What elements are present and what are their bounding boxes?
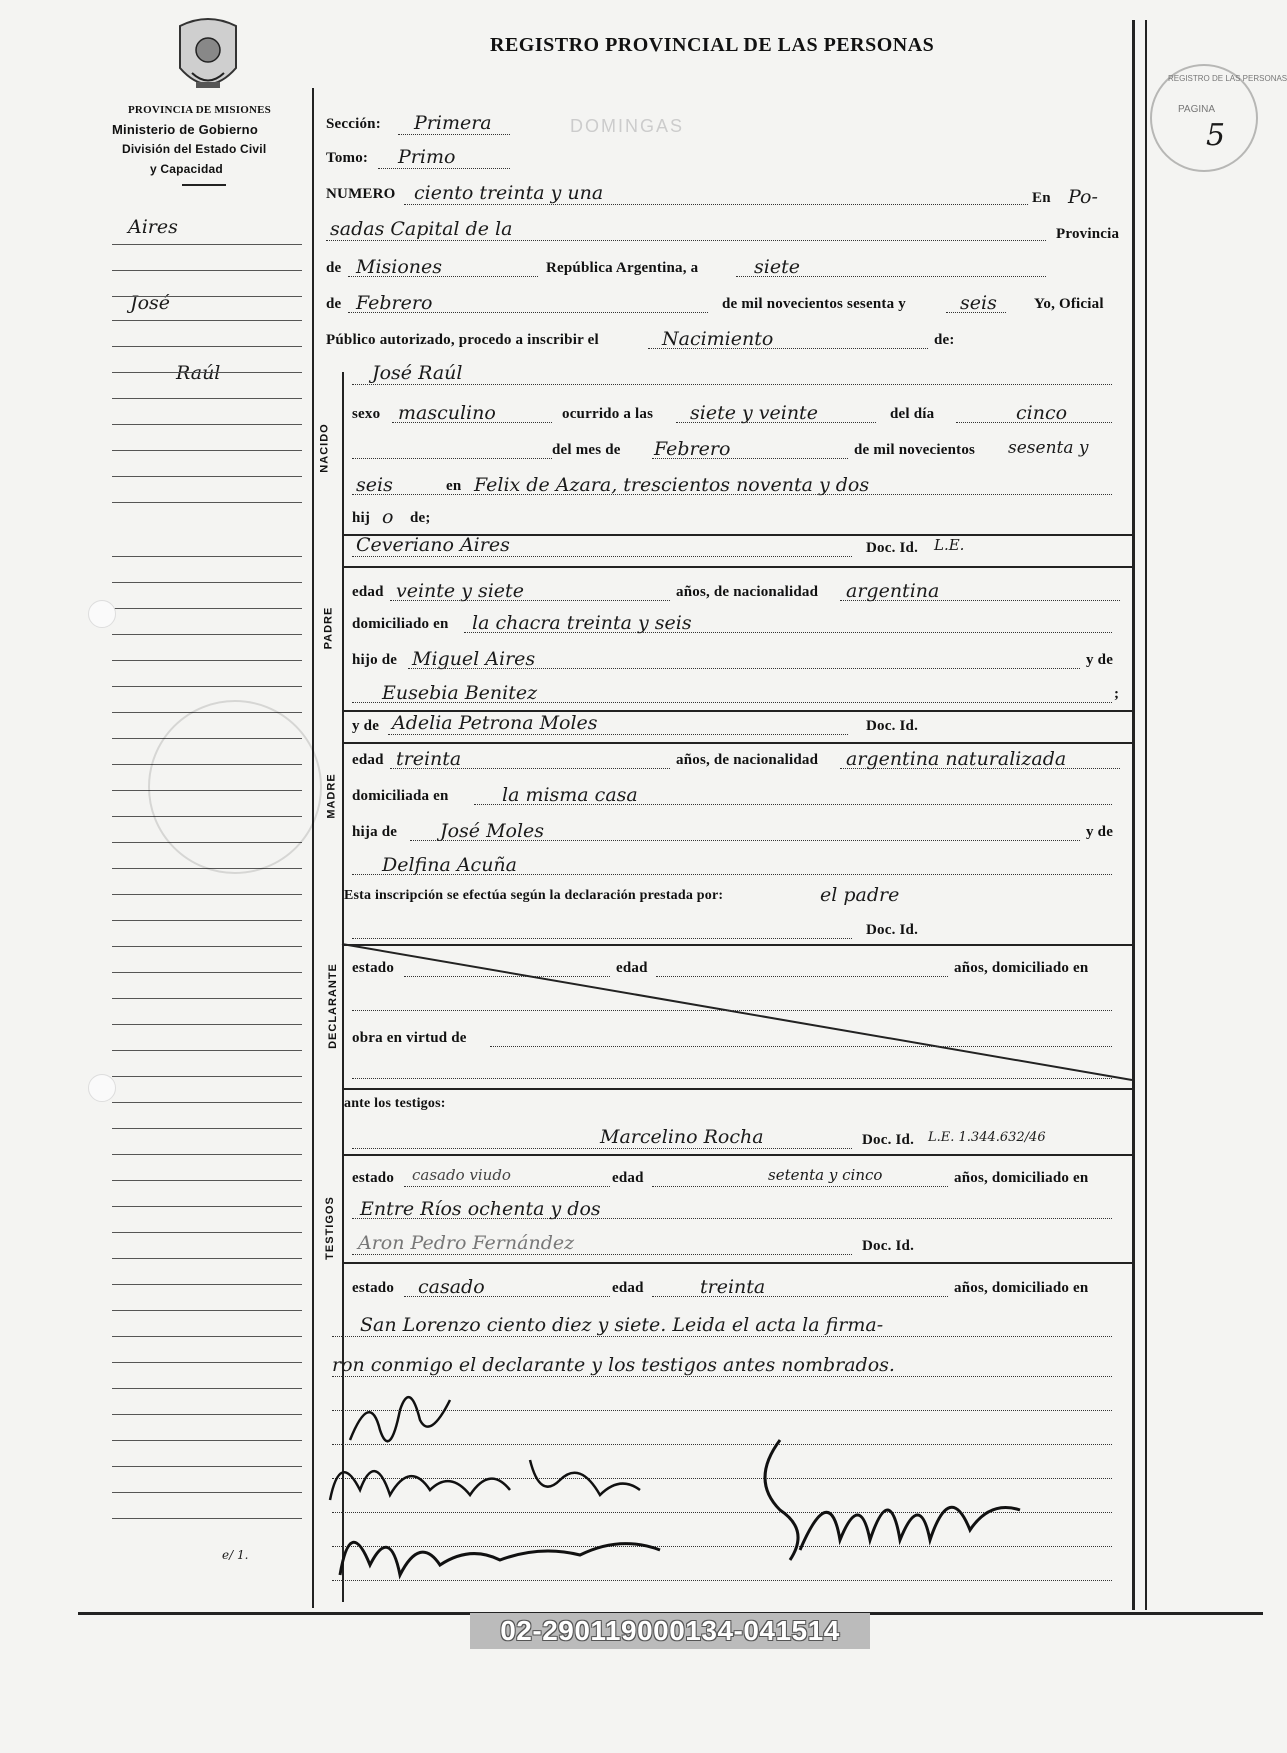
province-heading: PROVINCIA DE MISIONES	[128, 104, 271, 116]
margin-name-2: Raúl	[176, 362, 221, 384]
page-stamp	[1150, 64, 1287, 172]
padre-nombre: Ceveriano Aires	[356, 534, 510, 556]
madre-nombre: Adelia Petrona Moles	[392, 712, 598, 734]
testigo-1-nombre: Marcelino Rocha	[600, 1126, 764, 1148]
margin-bottom-note: e/ 1.	[222, 1548, 249, 1562]
nacido-en-label: en	[446, 478, 462, 494]
nacido-nombre: José Raúl	[372, 362, 463, 384]
de-colon-label: de:	[934, 332, 955, 348]
nacido-mes-value: Febrero	[654, 438, 731, 460]
declarante-strike-line	[342, 944, 1132, 1084]
testigo-2-nombre: Aron Pedro Fernández	[358, 1232, 575, 1254]
document-title: REGISTRO PROVINCIAL DE LAS PERSONAS	[490, 34, 935, 56]
mes-value: Febrero	[356, 292, 433, 314]
testigo-1-doc-label: Doc. Id.	[862, 1132, 915, 1148]
punch-hole-top	[88, 600, 116, 628]
testigo-2-estado-value: casado	[418, 1276, 485, 1298]
padre-edad-value: veinte y siete	[396, 580, 524, 602]
anio-value: seis	[960, 292, 997, 314]
mil-label: de mil novecientos sesenta y	[722, 296, 906, 312]
document-code: 02-290119000134-041514	[470, 1613, 870, 1649]
page-stamp-ring-text: REGISTRO DE LAS PERSONAS	[1168, 74, 1287, 83]
testigo-2-domicilio: San Lorenzo ciento diez y siete. Leida el acta la firma-	[360, 1314, 884, 1336]
signature-4	[740, 1420, 1040, 1580]
punch-hole-bottom	[88, 1074, 116, 1102]
division-heading-1: División del Estado Civil	[122, 142, 267, 156]
oficial-label: Yo, Oficial	[1034, 296, 1104, 312]
padre-y-de-label: y de	[1086, 652, 1114, 668]
testigo-1-estado-value: casado viudo	[412, 1166, 511, 1184]
coat-of-arms-icon	[170, 18, 246, 100]
faded-stamp-text: DOMINGAS	[570, 116, 685, 136]
left-frame-line	[312, 88, 314, 1608]
right-frame-line	[1132, 20, 1135, 1610]
acto-value: Nacimiento	[662, 328, 774, 350]
nacido-section-label: NACIDO	[318, 423, 331, 473]
de-label-1: de	[326, 260, 342, 276]
hijo-suffix: o	[382, 506, 394, 528]
hijo-label: hij	[352, 510, 371, 526]
page-stamp-label: PAGINA	[1178, 104, 1216, 115]
declarante-obra-label: obra en virtud de	[352, 1030, 467, 1046]
nacido-mil-label: de mil novecientos	[854, 442, 976, 458]
del-dia-label: del día	[890, 406, 935, 422]
testigo-2-anios-label: años, domiciliado en	[954, 1280, 1089, 1296]
padre-hijo-de-label: hijo de	[352, 652, 398, 668]
republica-label: República Argentina, a	[546, 260, 699, 276]
madre-padre-de-value: José Moles	[440, 820, 545, 842]
declarante-edad-label: edad	[616, 960, 648, 976]
madre-madre-de-value: Delfina Acuña	[382, 854, 517, 876]
nacido-anio-value: sesenta y	[1008, 438, 1089, 458]
madre-section-label: MADRE	[325, 773, 338, 819]
seccion-label: Sección:	[326, 116, 381, 132]
testigo-2-edad-label: edad	[612, 1280, 644, 1296]
hijo-de-label: de;	[410, 510, 431, 526]
testigo-2-estado-label: estado	[352, 1280, 395, 1296]
heading-divider	[182, 184, 226, 186]
provincia-label: Provincia	[1056, 226, 1120, 242]
numero-label: NUMERO	[326, 186, 396, 202]
provincia-value: Misiones	[356, 256, 443, 278]
padre-domicilio-value: la chacra treinta y seis	[472, 612, 692, 634]
numero-value: ciento treinta y una	[414, 182, 604, 204]
madre-domicilio-label: domiciliada en	[352, 788, 449, 804]
faded-ministry-seal	[148, 700, 322, 874]
nacido-anio-value-2: seis	[356, 474, 393, 496]
publico-label: Público autorizado, procedo a inscribir el	[326, 332, 599, 348]
padre-edad-label: edad	[352, 584, 384, 600]
testigos-section-label: TESTIGOS	[323, 1196, 336, 1260]
closing-text: ron conmigo el declarante y los testigos antes nombrados.	[332, 1354, 895, 1376]
madre-edad-value: treinta	[396, 748, 462, 770]
ministry-heading: Ministerio de Gobierno	[112, 122, 258, 137]
nacido-dia-value: cinco	[1016, 402, 1068, 424]
declarante-intro-label: Esta inscripción se efectúa según la declaración prestada por:	[344, 888, 724, 903]
en-value: Po-	[1068, 186, 1098, 208]
declarante-doc-label: Doc. Id.	[866, 922, 919, 938]
madre-edad-label: edad	[352, 752, 384, 768]
declarante-intro-value: el padre	[820, 884, 900, 906]
page-stamp-number: 5	[1206, 118, 1226, 153]
padre-padre-de-value: Miguel Aires	[412, 648, 536, 670]
margin-surname: Aires	[128, 216, 178, 238]
declarante-anios-label: años, domiciliado en	[954, 960, 1089, 976]
seccion-value: Primera	[414, 112, 492, 134]
testigo-1-estado-label: estado	[352, 1170, 395, 1186]
testigo-1-anios-label: años, domiciliado en	[954, 1170, 1089, 1186]
de-label-2: de	[326, 296, 342, 312]
padre-madre-de-value: Eusebia Benitez	[382, 682, 538, 704]
tomo-value: Primo	[398, 146, 456, 168]
testigo-1-edad-value: setenta y cinco	[768, 1166, 883, 1184]
testigo-2-doc-label: Doc. Id.	[862, 1238, 915, 1254]
testigo-2-edad-value: treinta	[700, 1276, 766, 1298]
madre-hija-de-label: hija de	[352, 824, 398, 840]
tomo-label: Tomo:	[326, 150, 369, 166]
nacido-mes-label: del mes de	[552, 442, 621, 458]
right-frame-line-inner	[1145, 20, 1147, 1610]
sexo-label: sexo	[352, 406, 381, 422]
ocurrido-label: ocurrido a las	[562, 406, 654, 422]
padre-nacionalidad-value: argentina	[846, 580, 940, 602]
division-heading-2: y Capacidad	[150, 162, 223, 176]
madre-domicilio-value: la misma casa	[502, 784, 638, 806]
dia-value: siete	[754, 256, 800, 278]
madre-y-de-label: y de	[352, 718, 380, 734]
hora-value: siete y veinte	[690, 402, 818, 424]
nacido-lugar-value: Felix de Azara, trescientos noventa y dos	[474, 474, 870, 496]
sexo-value: masculino	[398, 402, 496, 424]
padre-doc-label: Doc. Id.	[866, 540, 919, 556]
testigo-1-edad-label: edad	[612, 1170, 644, 1186]
madre-nacionalidad-value: argentina naturalizada	[846, 748, 1067, 770]
testigo-1-domicilio: Entre Ríos ochenta y dos	[360, 1198, 601, 1220]
padre-doc-value: L.E.	[934, 536, 965, 554]
declarante-section-label: DECLARANTE	[326, 963, 339, 1049]
testigo-1-doc-value: L.E. 1.344.632/46	[928, 1130, 1046, 1145]
madre-doc-label: Doc. Id.	[866, 718, 919, 734]
padre-semicolon: ;	[1114, 686, 1120, 702]
madre-y-de-label-2: y de	[1086, 824, 1114, 840]
madre-nacionalidad-label: años, de nacionalidad	[676, 752, 819, 768]
padre-section-label: PADRE	[322, 606, 335, 650]
padre-domicilio-label: domiciliado en	[352, 616, 449, 632]
margin-name-1: José	[130, 292, 171, 314]
testigos-ante-label: ante los testigos:	[344, 1096, 446, 1111]
padre-nacionalidad-label: años, de nacionalidad	[676, 584, 819, 600]
signature-3	[320, 1505, 680, 1595]
declarante-estado-label: estado	[352, 960, 395, 976]
en-label: En	[1032, 190, 1051, 206]
city-value: sadas Capital de la	[330, 218, 513, 240]
